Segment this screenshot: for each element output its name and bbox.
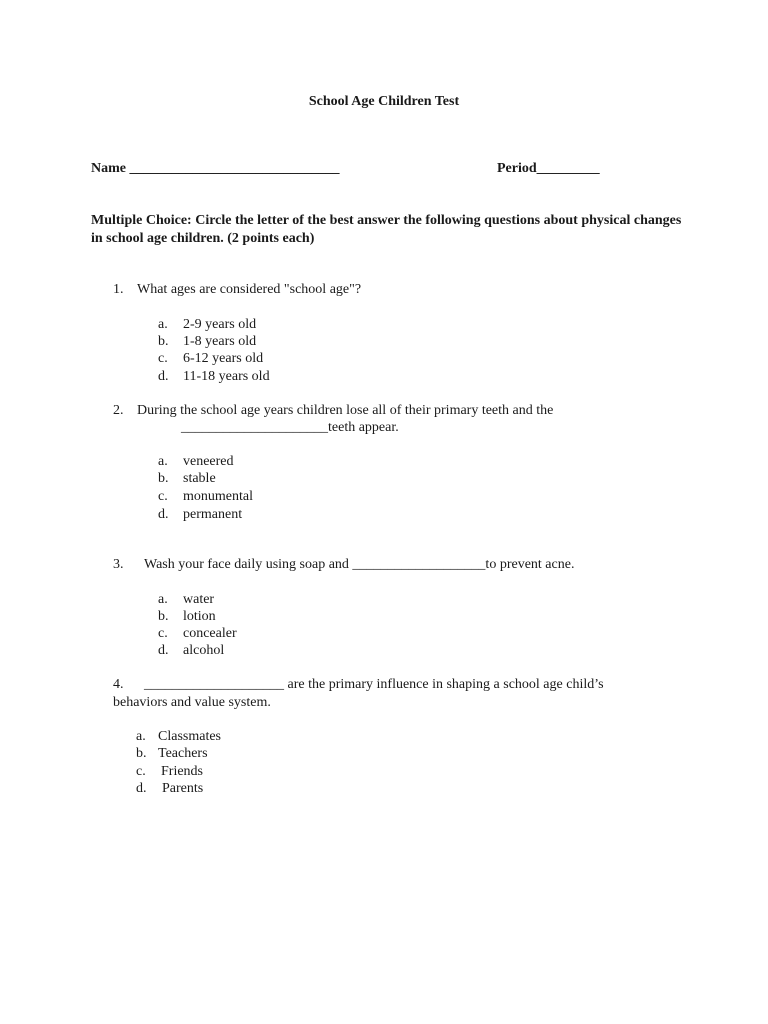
option-letter: d. xyxy=(136,781,147,796)
option-letter: c. xyxy=(158,626,168,641)
option-text: Friends xyxy=(161,764,203,779)
option-letter: c. xyxy=(136,764,146,779)
option-letter: b. xyxy=(158,471,169,486)
question-number: 4. xyxy=(113,677,124,692)
option-text: 11-18 years old xyxy=(183,369,270,384)
option-letter: b. xyxy=(158,334,169,349)
option-text: 6-12 years old xyxy=(183,351,264,366)
option-text: lotion xyxy=(183,609,216,624)
period-field: Period_________ xyxy=(497,161,600,176)
option-text: permanent xyxy=(183,507,243,522)
name-field: Name ______________________________ xyxy=(91,161,340,176)
question-text: ____________________ are the primary influence in shaping a school age child’s xyxy=(144,677,604,692)
option-text: stable xyxy=(183,471,216,486)
question-text-continued: _____________________teeth appear. xyxy=(181,420,399,435)
option-letter: d. xyxy=(158,369,169,384)
option-letter: b. xyxy=(158,609,169,624)
page-title: School Age Children Test xyxy=(308,94,460,109)
option-text: 1-8 years old xyxy=(183,334,257,349)
option-text: concealer xyxy=(183,626,237,641)
question-number: 3. xyxy=(113,557,124,572)
option-letter: a. xyxy=(158,317,168,332)
question-number: 2. xyxy=(113,403,124,418)
option-letter: c. xyxy=(158,351,168,366)
option-text: alcohol xyxy=(183,643,225,658)
option-text: 2-9 years old xyxy=(183,317,257,332)
option-letter: d. xyxy=(158,643,169,658)
question-text: What ages are considered "school age"? xyxy=(137,282,362,297)
option-letter: a. xyxy=(158,454,168,469)
instructions: Multiple Choice: Circle the letter of the best answer the following questions about physical changes in school age children. (2 points each) xyxy=(91,213,682,246)
option-text: veneered xyxy=(183,454,234,469)
option-letter: c. xyxy=(158,489,168,504)
option-letter: a. xyxy=(158,592,168,607)
question-number: 1. xyxy=(113,282,124,297)
option-text: Teachers xyxy=(158,746,208,761)
question-text: During the school age years children lose all of their primary teeth and the xyxy=(137,403,554,418)
question-text: Wash your face daily using soap and ___________________to prevent acne. xyxy=(144,557,575,572)
option-text: monumental xyxy=(183,489,253,504)
option-text: Parents xyxy=(162,781,204,796)
option-letter: a. xyxy=(136,729,146,744)
option-text: water xyxy=(183,592,215,607)
option-letter: d. xyxy=(158,507,169,522)
option-text: Classmates xyxy=(158,729,221,744)
option-letter: b. xyxy=(136,746,147,761)
question-text-continued: behaviors and value system. xyxy=(113,695,271,710)
